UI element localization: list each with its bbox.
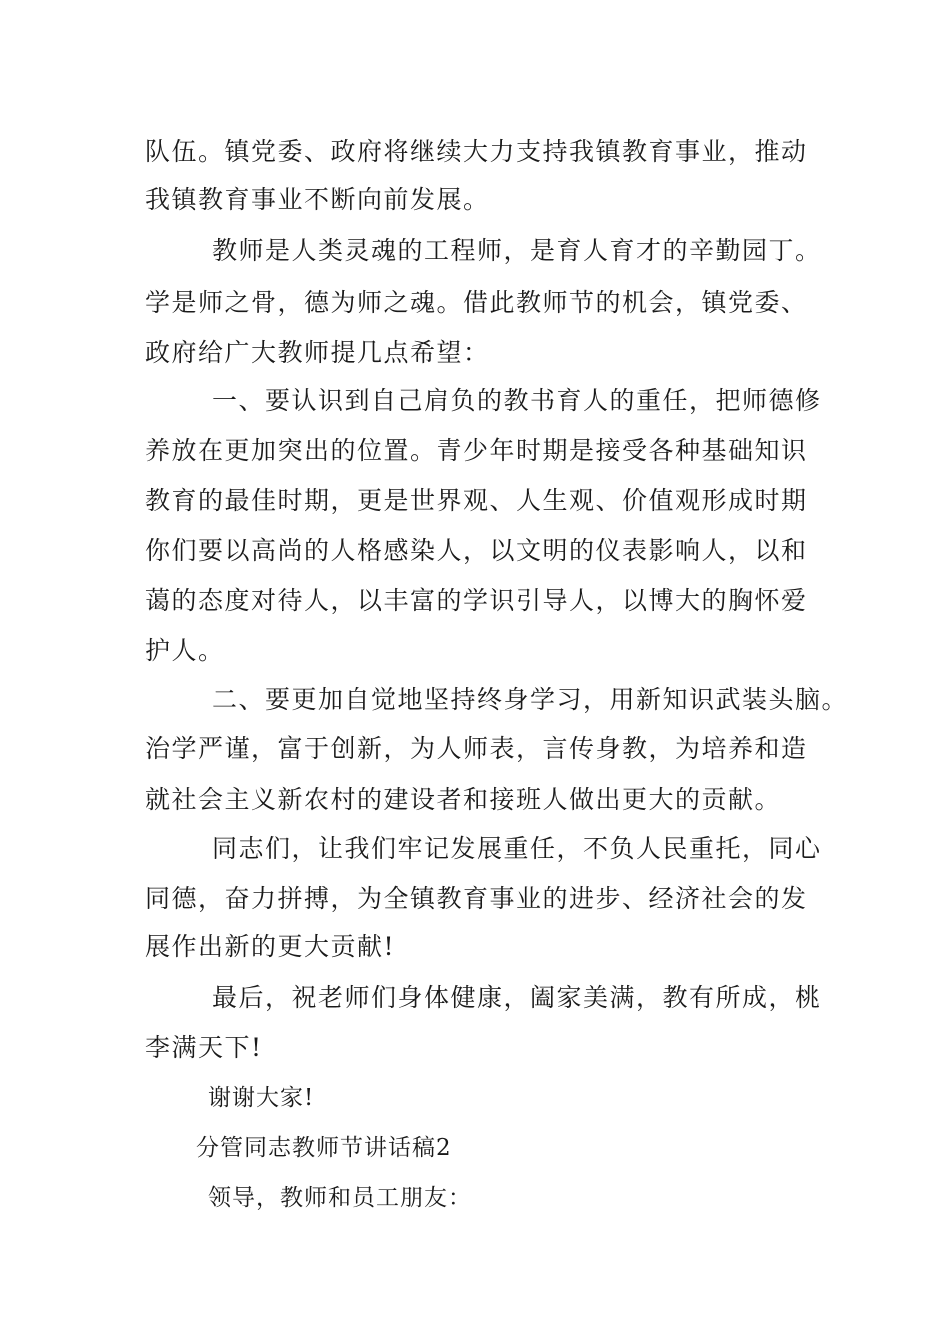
text-line: 一、要认识到自己肩负的教书育人的重任，把师德修: [212, 386, 822, 415]
text-line: 你们要以高尚的人格感染人，以文明的仪表影响人，以和: [145, 536, 808, 565]
text-line: 教育的最佳时期，更是世界观、人生观、价值观形成时期: [145, 486, 808, 515]
text-line: 政府给广大教师提几点希望：: [145, 338, 490, 367]
text-line: 学是师之骨，德为师之魂。借此教师节的机会，镇党委、: [145, 288, 808, 317]
text-line: 最后，祝老师们身体健康，阖家美满，教有所成，桃: [212, 983, 822, 1012]
text-line: 治学严谨，富于创新，为人师表，言传身教，为培养和造: [145, 734, 808, 763]
text-line: 同德，奋力拼搏，为全镇教育事业的进步、经济社会的发: [145, 884, 808, 913]
text-line: 护人。: [145, 636, 225, 665]
text-line: 李满天下!: [145, 1033, 263, 1062]
text-line: 二、要更加自觉地坚持终身学习，用新知识武装头脑。: [212, 685, 849, 714]
salutation: 领导，教师和员工朋友：: [208, 1185, 472, 1211]
section-heading: 分管同志教师节讲话稿2: [196, 1135, 452, 1161]
closing-thanks: 谢谢大家!: [208, 1085, 315, 1111]
text-line: 同志们，让我们牢记发展重任，不负人民重托，同心: [212, 834, 822, 863]
text-line: 养放在更加突出的位置。青少年时期是接受各种基础知识: [145, 436, 808, 465]
text-line: 教师是人类灵魂的工程师，是育人育才的辛勤园丁。: [212, 236, 822, 265]
text-line: 队伍。镇党委、政府将继续大力支持我镇教育事业，推动: [145, 137, 808, 166]
text-line: 蔼的态度对待人，以丰富的学识引导人，以博大的胸怀爱: [145, 586, 808, 615]
text-line: 我镇教育事业不断向前发展。: [145, 185, 490, 214]
text-line: 展作出新的更大贡献!: [145, 932, 396, 961]
text-line: 就社会主义新农村的建设者和接班人做出更大的贡献。: [145, 785, 782, 814]
